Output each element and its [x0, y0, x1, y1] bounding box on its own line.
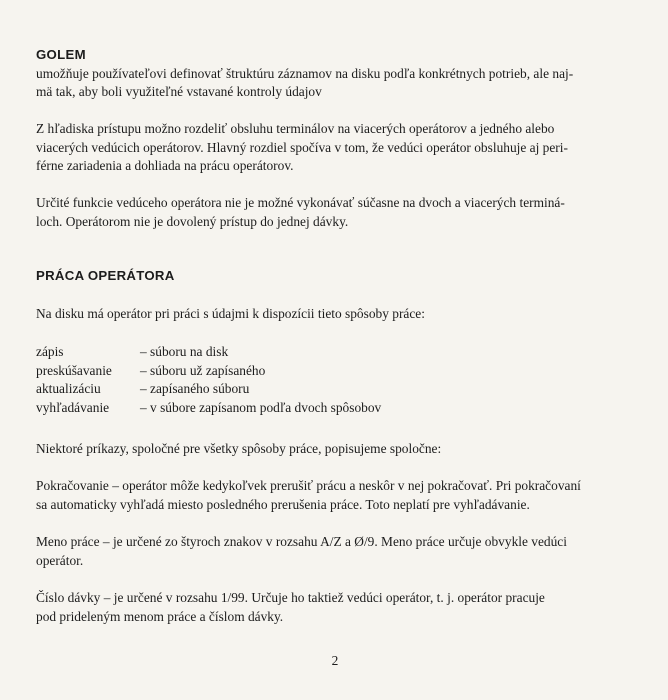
- golem-line: mä tak, aby boli využiteľné vstavané kontroly údajov: [36, 84, 322, 99]
- intro-paragraph: Na disku má operátor pri práci s údajmi k dispozícii tieto spôsoby práce:: [36, 306, 425, 321]
- access-line: viacerých vedúcich operátorov. Hlavný rozdiel spočíva v tom, že vedúci operátor obsluhuje aj peri-: [36, 139, 568, 155]
- list-item: [36, 343, 650, 362]
- mode-desc: – súboru už zapísaného: [140, 362, 266, 378]
- functions-paragraph: [36, 194, 650, 231]
- functions-line: Určité funkcie vedúceho operátora nie je možné vykonávať súčasne na dvoch a viacerých terminá-: [36, 195, 565, 210]
- batch-number-paragraph: [36, 589, 650, 626]
- job-name-paragraph: [36, 533, 650, 570]
- mode-term: zápis: [36, 344, 64, 359]
- mode-desc: – zapísaného súboru: [140, 381, 250, 396]
- job-name-line: operátor.: [36, 552, 84, 568]
- golem-title: GOLEM: [36, 47, 86, 62]
- common-paragraph: Niektoré príkazy, spoločné pre všetky spôsoby práce, popisujeme spoločne:: [36, 441, 442, 456]
- golem-line: umožňuje používateľovi definovať štruktúru záznamov na disku podľa konkrétnych potrieb, ale naj-: [36, 65, 574, 81]
- access-line: Z hľadiska prístupu možno rozdeliť obsluhu terminálov na viacerých operátorov a jedného alebo: [36, 121, 555, 136]
- mode-desc: – v súbore zapísanom podľa dvoch spôsobov: [140, 399, 382, 415]
- continue-line: Pokračovanie – operátor môže kedykoľvek prerušiť prácu a neskôr v nej pokračovať. Pri pokračovaní: [36, 478, 581, 493]
- mode-term: aktualizáciu: [36, 381, 101, 396]
- batch-line: pod prideleným menom práce a číslom dávky.: [36, 608, 284, 624]
- list-item: [36, 399, 650, 418]
- modes-list: [36, 343, 650, 417]
- continue-paragraph: [36, 477, 650, 514]
- mode-term: vyhľadávanie: [36, 399, 110, 415]
- mode-term: preskúšavanie: [36, 362, 112, 378]
- job-name-line: Meno práce – je určené zo štyroch znakov v rozsahu A/Z a Ø/9. Meno práce určuje obvykle vedúci: [36, 534, 567, 549]
- mode-desc: – súboru na disk: [140, 344, 229, 359]
- section-title: PRÁCA OPERÁTORA: [36, 268, 175, 283]
- batch-line: Číslo dávky – je určené v rozsahu 1/99. Určuje ho taktiež vedúci operátor, t. j. operátor pracuje: [36, 590, 545, 605]
- functions-line: loch. Operátorom nie je dovolený prístup do jednej dávky.: [36, 213, 349, 229]
- page-number: 2: [331, 653, 339, 668]
- golem-paragraph: [36, 46, 650, 102]
- access-line: férne zariadenia a dohliada na prácu operátorov.: [36, 158, 294, 173]
- list-item: [36, 380, 650, 399]
- list-item: [36, 362, 650, 381]
- continue-line: sa automaticky vyhľadá miesto posledného prerušenia práce. Toto neplatí pre vyhľadávanie.: [36, 496, 530, 512]
- access-paragraph: [36, 120, 650, 176]
